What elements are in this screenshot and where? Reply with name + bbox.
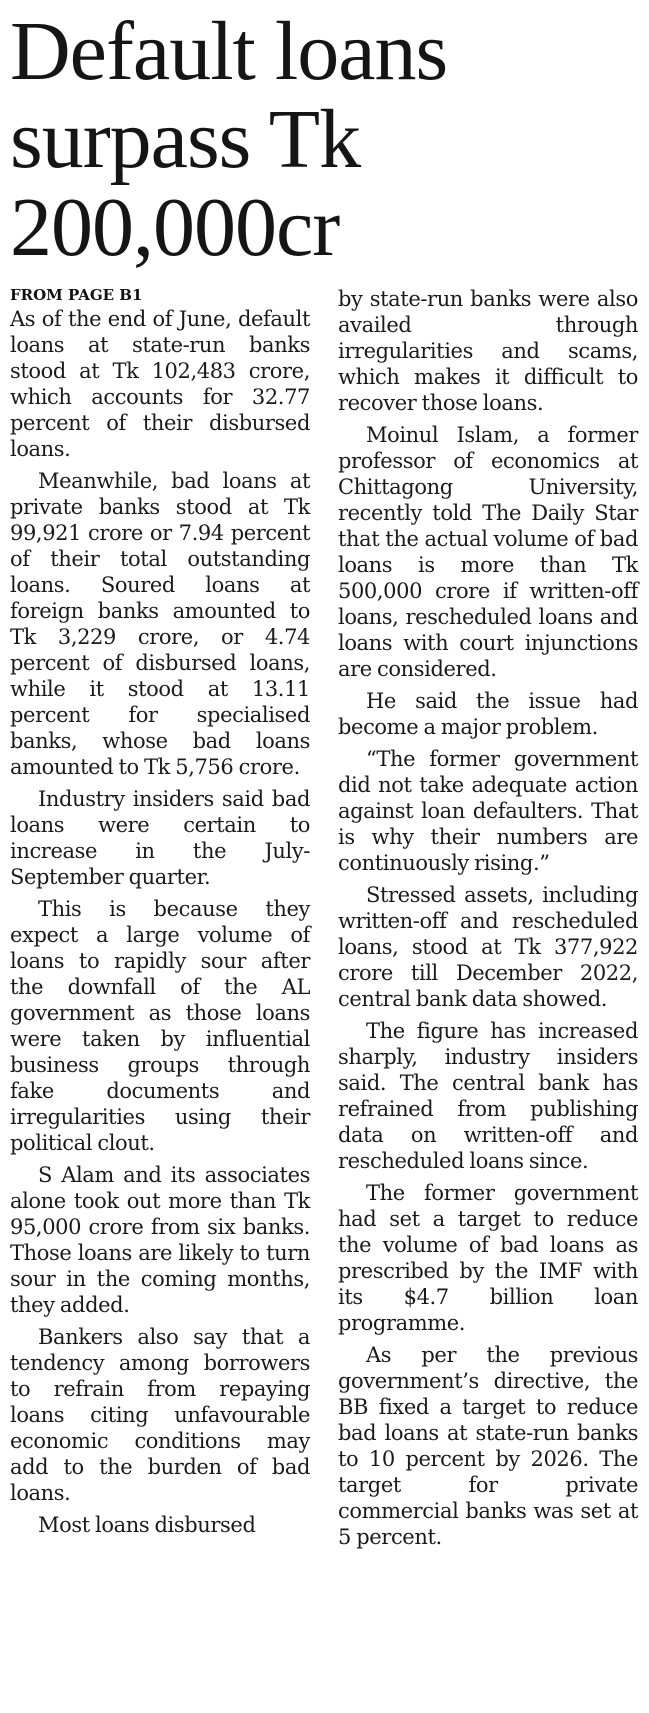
paragraph: As of the end of June, default loans at state-run banks stood at Tk 102,483 crore, which accounts for 32.77 percent of their disbursed loans. [10, 307, 310, 461]
paragraph: The figure has increased sharply, industry insiders said. The central bank has refrained from publishing data on written-off and rescheduled loans since. [338, 1019, 638, 1173]
paragraph: Bankers also say that a tendency among borrowers to refrain from repaying loans citing unfavourable economic conditions may add to the burden of bad loans. [10, 1325, 310, 1505]
paragraph: He said the issue had become a major problem. [338, 689, 638, 739]
paragraph: Moinul Islam, a former professor of economics at Chittagong University, recently told The Daily Star that the actual volume of bad loans is more than Tk 500,000 crore if written-off loans, rescheduled loans and loans with court injunctions are considered. [338, 423, 638, 681]
paragraph: Industry insiders said bad loans were certain to increase in the July-September quarter. [10, 787, 310, 889]
paragraph-continuation: by state-run banks were also availed through irregularities and scams, which makes it difficult to recover those loans. [338, 287, 638, 415]
paragraph: S Alam and its associates alone took out more than Tk 95,000 crore from six banks. Those loans are likely to turn sour in the coming months, they added. [10, 1163, 310, 1317]
paragraph: The former government had set a target to reduce the volume of bad loans as prescribed by the IMF with its $4.7 billion loan programme. [338, 1181, 638, 1335]
right-column [338, 286, 638, 1550]
paragraph: This is because they expect a large volume of loans to rapidly sour after the downfall of the AL government as those loans were taken by influential business groups through fake documents and irregularities using their political clout. [10, 897, 310, 1155]
jump-line: FROM PAGE B1 [10, 286, 143, 304]
paragraph-continued: Most loans disbursed [38, 1513, 256, 1537]
paragraph: Meanwhile, bad loans at private banks stood at Tk 99,921 crore or 7.94 percent of their total outstanding loans. Soured loans at foreign banks amounted to Tk 3,229 crore, or 4.74 percent of disbursed loans, while it stood at 13.11 percent for specialised banks, whose bad loans amounted to Tk 5,756 crore. [10, 469, 310, 779]
paragraph: Stressed assets, including written-off and rescheduled loans, stood at Tk 377,922 crore till December 2022, central bank data showed. [338, 883, 638, 1011]
paragraph: As per the previous government’s directive, the BB fixed a target to reduce bad loans at state-run banks to 10 percent by 2026. The target for private commercial banks was set at 5 percent. [338, 1343, 638, 1549]
news-article [10, 5, 638, 274]
article-body [10, 286, 638, 1706]
headline: Default loans surpass Tk 200,000cr [10, 5, 448, 274]
left-column [10, 286, 310, 1538]
paragraph-quote: “The former government did not take adequate action against loan defaulters. That is why their numbers are continuously rising.” [338, 747, 638, 875]
